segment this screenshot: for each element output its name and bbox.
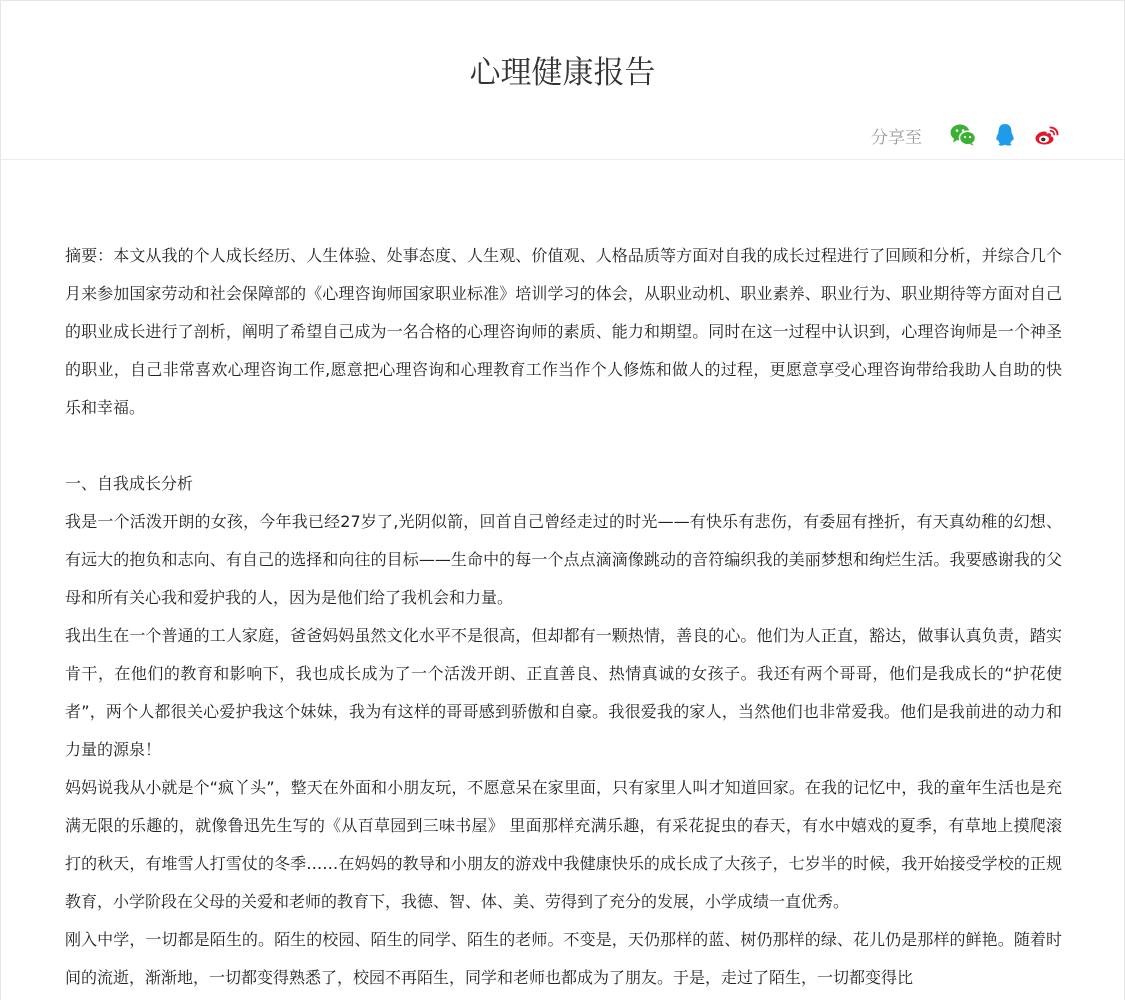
qq-penguin-icon (994, 123, 1016, 147)
wechat-icon (950, 124, 976, 146)
share-wechat-button[interactable] (948, 121, 978, 149)
weibo-icon (1034, 124, 1060, 146)
share-label: 分享至 (871, 127, 922, 148)
body-paragraph: 刚入中学，一切都是陌生的。陌生的校园、陌生的同学、陌生的老师。不变是，天仍那样的蓝、树仍那样的绿、花儿仍是那样的鲜艳。随着时间的流逝，渐渐地，一切都变得熟悉了，校园不再陌生，同学和老师也都成为了朋友。于是，走过了陌生，一切都变得比 (65, 930, 1062, 987)
article-header (1, 1, 1124, 160)
share-qq-button[interactable] (990, 121, 1020, 149)
abstract-paragraph: 摘要：本文从我的个人成长经历、人生体验、处事态度、人生观、价值观、人格品质等方面对自我的成长过程进行了回顾和分析，并综合几个月来参加国家劳动和社会保障部的《心理咨询师国家职业标准》培训学习的体会，从职业动机、职业素养、职业行为、职业期待等方面对自己的职业成长进行了剖析，阐明了希望自己成为一名合格的心理咨询师的素质、能力和期望。同时在这一过程中认识到，心理咨询师是一个神圣的职业，自己非常喜欢心理咨询工作,愿意把心理咨询和心理教育工作当作个人修炼和做人的过程，更愿意享受心理咨询带给我助人自助的快乐和幸福。 (65, 246, 1062, 417)
body-paragraph: 我是一个活泼开朗的女孩，今年我已经27岁了,光阴似箭，回首自己曾经走过的时光——有快乐有悲伤，有委屈有挫折，有天真幼稚的幻想、有远大的抱负和志向、有自己的选择和向往的目标——生命中的每一个点点滴滴像跳动的音符编织我的美丽梦想和绚烂生活。我要感谢我的父母和所有关心我和爱护我的人，因为是他们给了我机会和力量。 (65, 512, 1062, 607)
paragraph-spacer (65, 427, 1062, 465)
body-paragraph: 我出生在一个普通的工人家庭，爸爸妈妈虽然文化水平不是很高，但却都有一颗热情，善良的心。他们为人正直，豁达，做事认真负责，踏实肯干，在他们的教育和影响下，我也成长成为了一个活泼开朗、正直善良、热情真诚的女孩子。我还有两个哥哥，他们是我成长的“护花使者”，两个人都很关心爱护我这个妹妹，我为有这样的哥哥感到骄傲和自豪。我很爱我的家人，当然他们也非常爱我。他们是我前进的动力和力量的源泉！ (65, 626, 1062, 759)
share-weibo-button[interactable] (1032, 121, 1062, 149)
page-title: 心理健康报告 (469, 55, 656, 91)
article-body (65, 237, 1062, 997)
share-bar (871, 121, 1062, 149)
body-paragraph: 妈妈说我从小就是个“疯丫头”，整天在外面和小朋友玩，不愿意呆在家里面，只有家里人叫才知道回家。在我的记忆中，我的童年生活也是充满无限的乐趣的，就像鲁迅先生写的《从百草园到三味书屋》 里面那样充满乐趣，有采花捉虫的春天，有水中嬉戏的夏季，有草地上摸爬滚打的秋天，有堆雪人打雪仗的冬季……在妈妈的教导和小朋友的游戏中我健康快乐的成长成了大孩子，七岁半的时候，我开始接受学校的正规教育，小学阶段在父母的关爱和老师的教育下，我德、智、体、美、劳得到了充分的发展，小学成绩一直优秀。 (65, 778, 1062, 911)
section-heading: 一、自我成长分析 (65, 474, 194, 493)
